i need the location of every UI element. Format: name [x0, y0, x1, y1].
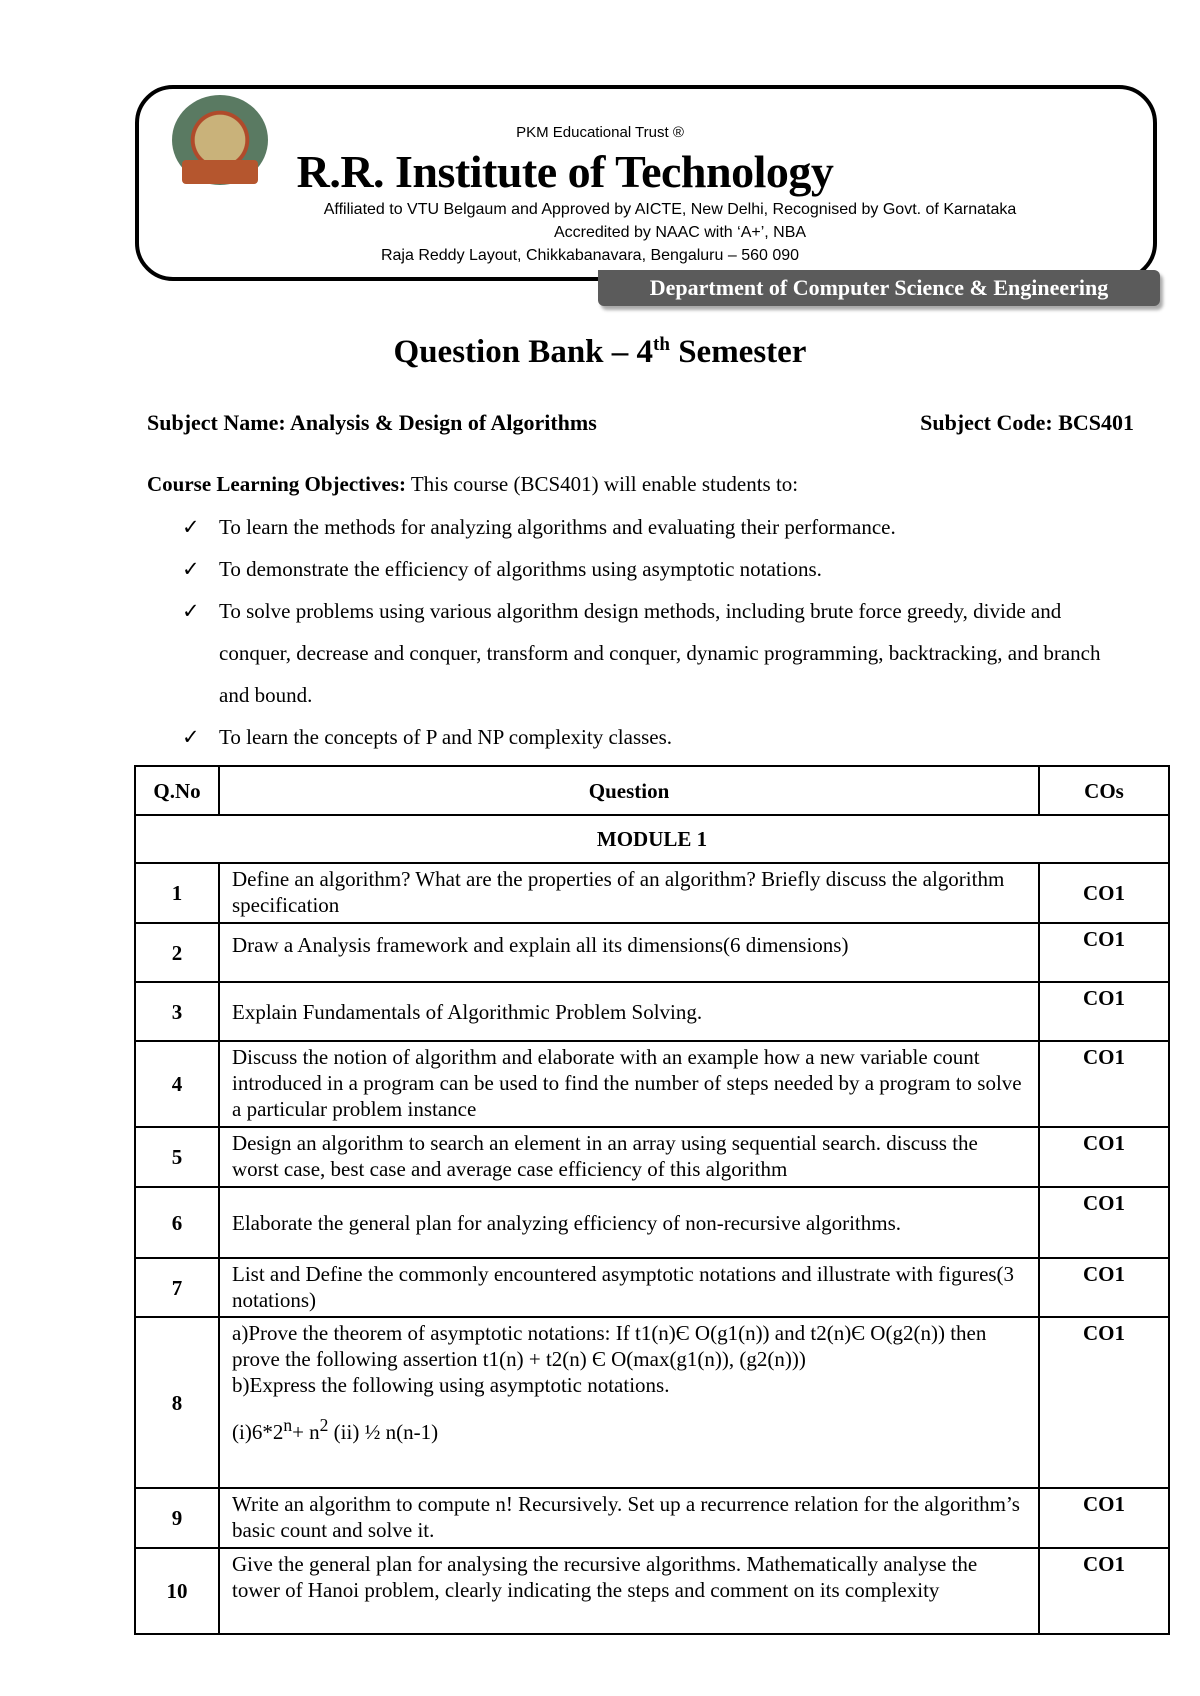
- table-row: [135, 1041, 1169, 1127]
- qno: 7: [135, 1258, 219, 1317]
- question: Give the general plan for analysing the recursive algorithms. Mathematically analyse the tower of Hanoi problem, clearly indicating the steps and comment on its complexity: [219, 1548, 1039, 1634]
- question-table: [134, 765, 1170, 1635]
- table-row: [135, 1258, 1169, 1317]
- qno: 9: [135, 1488, 219, 1548]
- question: Design an algorithm to search an element in an array using sequential search. discuss the worst case, best case and average case efficiency of this algorithm: [219, 1127, 1039, 1187]
- table-row: [135, 1127, 1169, 1187]
- question: [219, 1317, 1039, 1488]
- module-heading: MODULE 1: [135, 815, 1169, 863]
- objective-text: To solve problems using various algorithm design methods, including brute force greedy, divide and conquer, decrease and conquer, transform and conquer, dynamic programming, backtracking, and branch and bound.: [219, 599, 1101, 707]
- expr-sup: n: [283, 1415, 293, 1435]
- question-part-b: b)Express the following using asymptotic notations.: [232, 1373, 670, 1397]
- co: CO1: [1039, 1258, 1169, 1317]
- co: CO1: [1039, 1127, 1169, 1187]
- objective-text: To learn the concepts of P and NP complexity classes.: [219, 725, 673, 749]
- qno: 10: [135, 1548, 219, 1634]
- header-qno: Q.No: [135, 766, 219, 815]
- question: Discuss the notion of algorithm and elaborate with an example how a new variable count introduced in a program can be used to find the number of steps needed by a program to solve a particular problem instance: [219, 1041, 1039, 1127]
- objective-item: [182, 506, 1122, 548]
- co: CO1: [1039, 1187, 1169, 1258]
- co: CO1: [1039, 863, 1169, 923]
- objective-item: [182, 590, 1122, 716]
- qno: 5: [135, 1127, 219, 1187]
- table-row: [135, 923, 1169, 982]
- qno: 2: [135, 923, 219, 982]
- objective-text: To demonstrate the efficiency of algorithms using asymptotic notations.: [219, 557, 822, 581]
- table-row: [135, 982, 1169, 1041]
- objectives-label: Course Learning Objectives:: [147, 472, 406, 496]
- qno: 4: [135, 1041, 219, 1127]
- check-icon: ✓: [182, 725, 200, 749]
- co: CO1: [1039, 982, 1169, 1041]
- page-title: [0, 334, 1200, 371]
- expr: (ii) ½ n(n-1): [328, 1420, 439, 1444]
- objective-item: [182, 548, 1122, 590]
- expr: (i)6*2: [232, 1420, 284, 1444]
- question-part-a: a)Prove the theorem of asymptotic notations: If t1(n)Є O(g1(n)) and t2(n)Є O(g2(n)) then prove the following assertion t1(n) + t2(n) Є O(max(g1(n)), (g2(n))): [232, 1321, 987, 1371]
- expr-sup: 2: [319, 1415, 329, 1435]
- co: CO1: [1039, 1488, 1169, 1548]
- question: Elaborate the general plan for analyzing efficiency of non-recursive algorithms.: [219, 1187, 1039, 1258]
- table-row: [135, 1317, 1169, 1488]
- objectives-text: This course (BCS401) will enable students to:: [405, 472, 799, 496]
- institute-name: R.R. Institute of Technology: [296, 146, 834, 197]
- check-icon: ✓: [182, 599, 200, 623]
- table-row: [135, 1548, 1169, 1634]
- expr: + n: [292, 1420, 320, 1444]
- objective-item: [182, 716, 1122, 758]
- table-row: [135, 1488, 1169, 1548]
- title-text: Question Bank – 4: [393, 334, 654, 370]
- trust-name: PKM Educational Trust ®: [516, 124, 684, 141]
- header-question: Question: [219, 766, 1039, 815]
- affiliation: Affiliated to VTU Belgaum and Approved by AICTE, New Delhi, Recognised by Govt. of Karnataka: [323, 201, 1017, 218]
- qno: 8: [135, 1317, 219, 1488]
- accreditation: Accredited by NAAC with ‘A+’, NBA: [553, 224, 807, 241]
- question: Define an algorithm? What are the properties of an algorithm? Briefly discuss the algorithm specification: [219, 863, 1039, 923]
- qno: 6: [135, 1187, 219, 1258]
- co: CO1: [1039, 1548, 1169, 1634]
- question: Draw a Analysis framework and explain all its dimensions(6 dimensions): [219, 923, 1039, 982]
- address: Raja Reddy Layout, Chikkabanavara, Bengaluru – 560 090: [380, 247, 800, 264]
- question: Explain Fundamentals of Algorithmic Problem Solving.: [219, 982, 1039, 1041]
- co: CO1: [1039, 923, 1169, 982]
- subject-code: Subject Code: BCS401: [920, 410, 1134, 435]
- subject-name: Subject Name: Analysis & Design of Algorithms: [147, 410, 597, 435]
- title-text-end: Semester: [669, 334, 807, 370]
- question-expressions: [232, 1412, 1026, 1445]
- co: CO1: [1039, 1317, 1169, 1488]
- question: List and Define the commonly encountered asymptotic notations and illustrate with figures(3 notations): [219, 1258, 1039, 1317]
- objective-text: To learn the methods for analyzing algorithms and evaluating their performance.: [219, 515, 896, 539]
- table-row: [135, 863, 1169, 923]
- title-sup: th: [653, 334, 670, 355]
- check-icon: ✓: [182, 515, 200, 539]
- objectives-intro: [147, 472, 798, 497]
- table-row: [135, 1187, 1169, 1258]
- department-banner: Department of Computer Science & Engineering: [598, 270, 1160, 306]
- question: Write an algorithm to compute n! Recursively. Set up a recurrence relation for the algorithm’s basic count and solve it.: [219, 1488, 1039, 1548]
- header-cos: COs: [1039, 766, 1169, 815]
- qno: 1: [135, 863, 219, 923]
- check-icon: ✓: [182, 557, 200, 581]
- co: CO1: [1039, 1041, 1169, 1127]
- qno: 3: [135, 982, 219, 1041]
